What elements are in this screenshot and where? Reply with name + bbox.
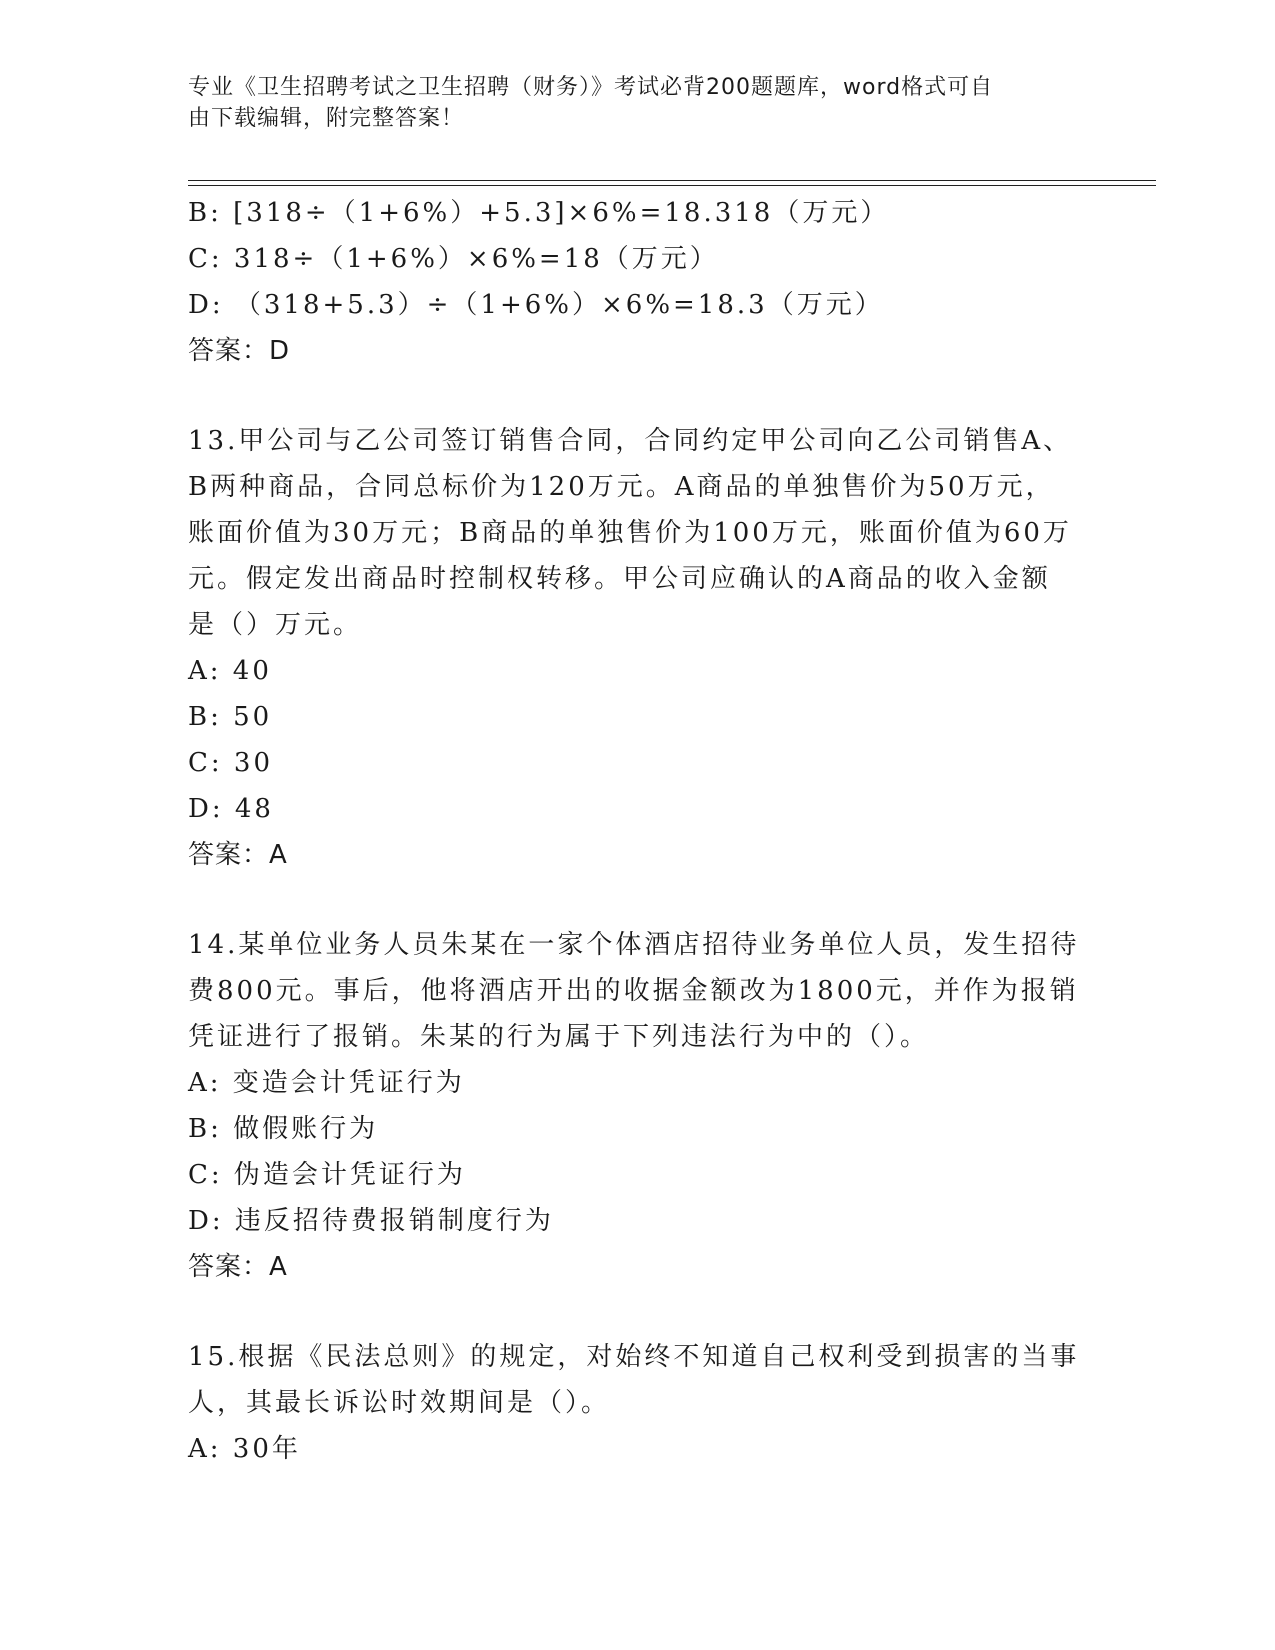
header-divider-top <box>188 180 1156 181</box>
document-header <box>188 72 1088 134</box>
option-b: B: [318÷（1+6%）+5.3]×6%=18.318（万元） <box>188 198 890 228</box>
question-text-line: 元。假定发出商品时控制权转移。甲公司应确认的A商品的收入金额 <box>188 564 1051 594</box>
question-text-line: B两种商品，合同总标价为120万元。A商品的单独售价为50万元， <box>188 472 1055 502</box>
question-text-line: 是（）万元。 <box>188 610 363 640</box>
option-d: D: 48 <box>188 794 274 824</box>
option-a: A: 30年 <box>188 1434 301 1464</box>
answer-line: 答案：A <box>188 1252 288 1282</box>
document-body <box>188 190 1088 1472</box>
question-text-line: 费800元。事后，他将酒店开出的收据金额改为1800元，并作为报销 <box>188 976 1079 1006</box>
question-13 <box>188 418 1088 878</box>
header-line-2: 由下载编辑，附完整答案！ <box>188 106 465 131</box>
option-a: A: 40 <box>188 656 272 686</box>
option-c: C: 伪造会计凭证行为 <box>188 1160 466 1190</box>
option-d: D: （318+5.3）÷（1+6%）×6%=18.3（万元） <box>188 290 884 320</box>
answer-line: 答案：D <box>188 336 291 366</box>
question-text-line: 13.甲公司与乙公司签订销售合同，合同约定甲公司向乙公司销售A、 <box>188 426 1073 456</box>
question-text-line: 15.根据《民法总则》的规定，对始终不知道自己权利受到损害的当事 <box>188 1342 1080 1372</box>
header-divider-bottom <box>188 185 1156 186</box>
option-c: C: 318÷（1+6%）×6%=18（万元） <box>188 244 719 274</box>
option-b: B: 50 <box>188 702 273 732</box>
header-line-1: 专业《卫生招聘考试之卫生招聘（财务）》考试必背200题题库，word格式可自 <box>188 75 994 100</box>
option-b: B: 做假账行为 <box>188 1114 379 1144</box>
question-12-continued <box>188 190 1088 374</box>
answer-line: 答案：A <box>188 840 288 870</box>
option-a: A: 变造会计凭证行为 <box>188 1068 465 1098</box>
question-14 <box>188 922 1088 1290</box>
question-text-line: 凭证进行了报销。朱某的行为属于下列违法行为中的（）。 <box>188 1022 930 1052</box>
question-text-line: 账面价值为30万元；B商品的单独售价为100万元，账面价值为60万 <box>188 518 1072 548</box>
option-c: C: 30 <box>188 748 274 778</box>
question-text-line: 14.某单位业务人员朱某在一家个体酒店招待业务单位人员，发生招待 <box>188 930 1080 960</box>
option-d: D: 违反招待费报销制度行为 <box>188 1206 554 1236</box>
question-text-line: 人，其最长诉讼时效期间是（）。 <box>188 1388 611 1418</box>
question-15 <box>188 1334 1088 1472</box>
